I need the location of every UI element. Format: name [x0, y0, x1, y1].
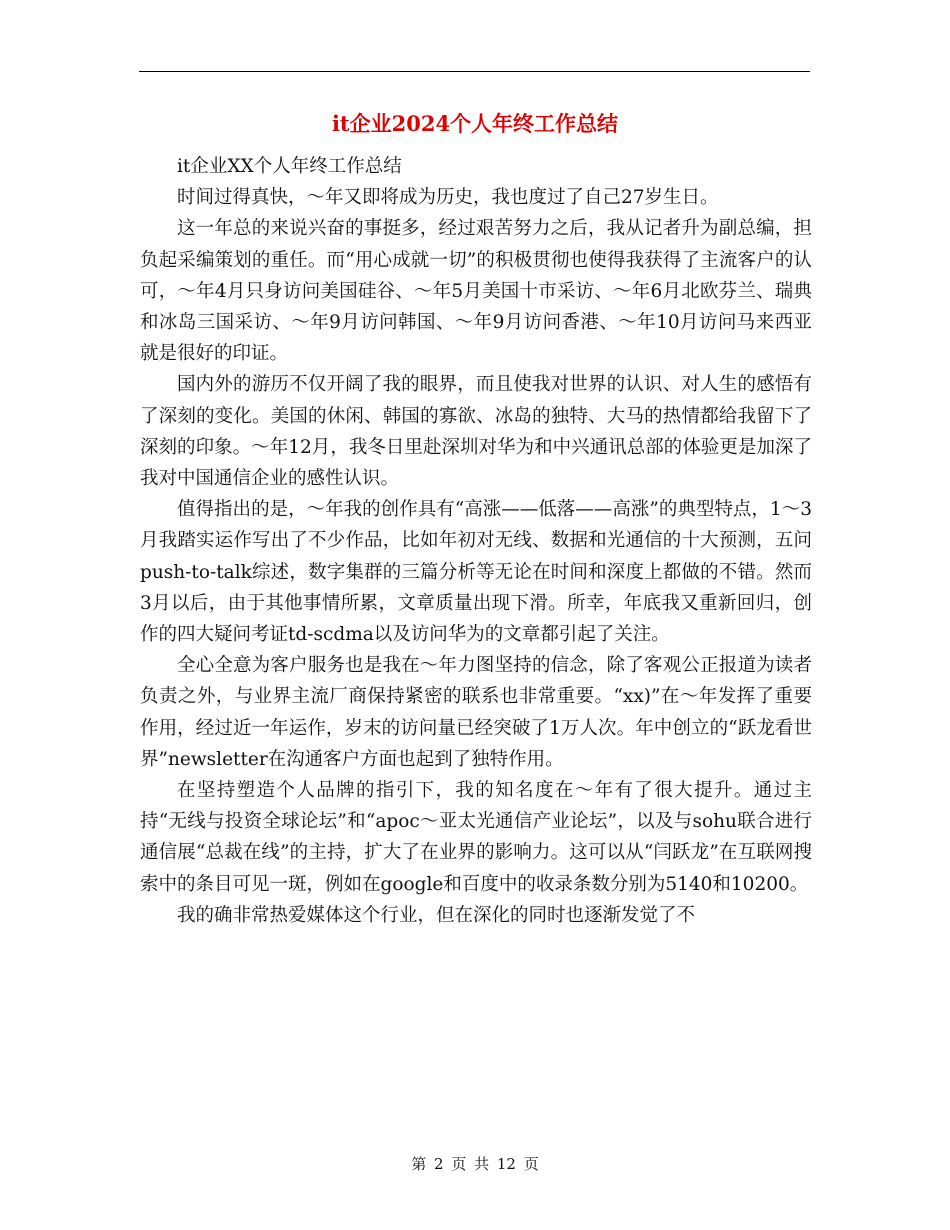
paragraph-subtitle: it企业XX个人年终工作总结	[177, 156, 402, 177]
document-title: it企业2024个人年终工作总结	[331, 111, 619, 136]
paragraph: 全心全意为客户服务也是我在～年力图坚持的信念，除了客观公正报道为读者负责之外，与业界主流厂商保持紧密的联系也非常重要。“xx)”在～年发挥了重要作用，经过近一年运作，岁末的访问量已经突破了1万人次。年中创立的“跃龙看世界”newsletter在沟通客户方面也起到了独特作用。	[140, 655, 812, 770]
page-number-footer: 第 2 页 共 12 页	[411, 1155, 539, 1173]
paragraph: 我的确非常热爱媒体这个行业，但在深化的同时也逐渐发觉了不	[177, 904, 696, 926]
header-rule	[139, 71, 810, 72]
paragraph: 在坚持塑造个人品牌的指引下，我的知名度在～年有了很大提升。通过主持“无线与投资全球论坛”和“apoc～亚太光通信产业论坛”，以及与sohu联合进行通信展“总裁在线”的主持，扩大了在业界的影响力。这可以从“闫跃龙”在互联网搜索中的条目可见一斑，例如在google和百度中的收录条数分别为5140和10200。	[140, 780, 812, 895]
paragraph: 国内外的游历不仅开阔了我的眼界，而且使我对世界的认识、对人生的感悟有了深刻的变化。美国的休闲、韩国的寡欲、冰岛的独特、大马的热情都给我留下了深刻的印象。～年12月，我冬日里赴深圳对华为和中兴通讯总部的体验更是加深了我对中国通信企业的感性认识。	[140, 374, 812, 490]
paragraph: 值得指出的是，～年我的创作具有“高涨——低落——高涨”的典型特点，1～3月我踏实运作写出了不少作品，比如年初对无线、数据和光通信的十大预测，五问push-to-talk综述，数字集群的三篇分析等无论在时间和深度上都做的不错。然而3月以后，由于其他事情所累，文章质量出现下滑。所幸，年底我又重新回归，创作的四大疑问考证td-scdma以及访问华为的文章都引起了关注。	[140, 499, 812, 646]
paragraph: 时间过得真快，～年又即将成为历史，我也度过了自己27岁生日。	[177, 187, 719, 209]
document-body	[140, 151, 812, 931]
paragraph: 这一年总的来说兴奋的事挺多，经过艰苦努力之后，我从记者升为副总编，担负起采编策划的重任。而“用心成就一切”的积极贯彻也使得我获得了主流客户的认可，～年4月只身访问美国硅谷、～年5月美国十市采访、～年6月北欧芬兰、瑞典和冰岛三国采访、～年9月访问韩国、～年9月访问香港、～年10月访问马来西亚就是很好的印证。	[140, 218, 812, 365]
